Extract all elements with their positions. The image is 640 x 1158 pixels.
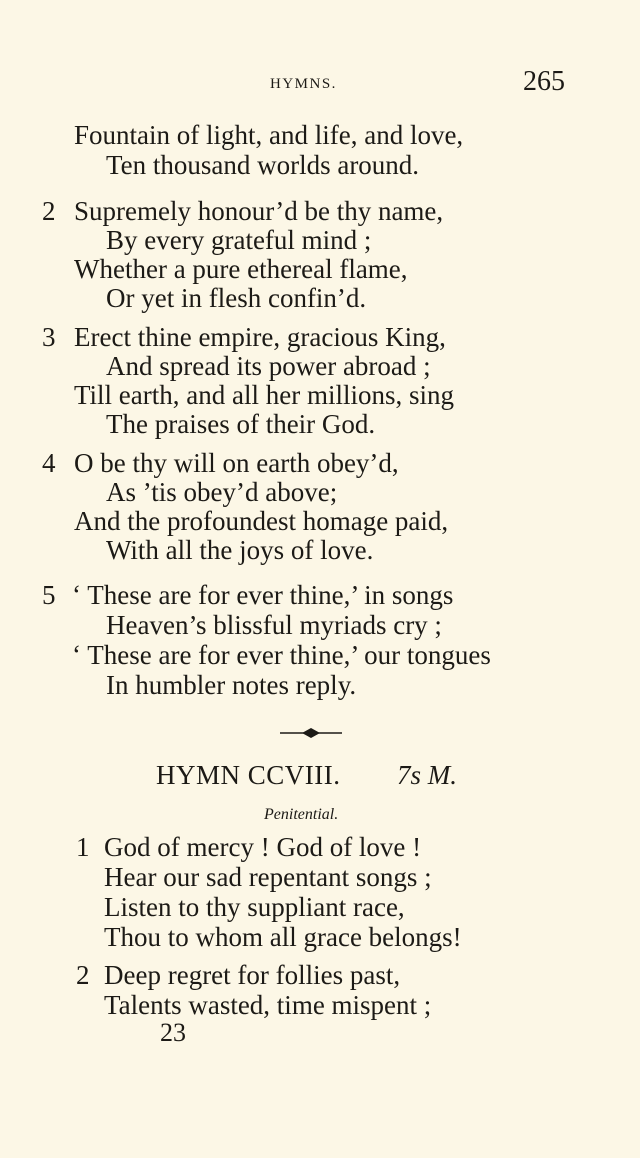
stanza-number: 2 bbox=[76, 960, 90, 990]
ornament-divider bbox=[280, 726, 342, 740]
verse-line: Thou to whom all grace belongs! bbox=[104, 922, 462, 952]
verse-line: With all the joys of love. bbox=[106, 535, 374, 565]
hymn-meter: 7s M. bbox=[397, 760, 457, 790]
verse-line: By every grateful mind ; bbox=[106, 225, 372, 255]
verse-line: Supremely honour’d be thy name, bbox=[74, 196, 444, 226]
verse-line: Deep regret for follies past, bbox=[104, 960, 401, 990]
stanza-number: 5 bbox=[42, 580, 56, 610]
verse-line: Whether a pure ethereal flame, bbox=[74, 254, 408, 284]
running-head: HYMNS. bbox=[270, 76, 337, 92]
verse-line: And spread its power abroad ; bbox=[106, 351, 431, 381]
stanza-number: 1 bbox=[76, 832, 90, 862]
stanza-number: 3 bbox=[42, 322, 56, 352]
hymn-subtitle: Penitential. bbox=[264, 806, 339, 823]
verse-line: Heaven’s blissful myriads cry ; bbox=[106, 610, 442, 640]
hymn-title: HYMN CCVIII. bbox=[156, 760, 341, 790]
page-number: 265 bbox=[523, 66, 565, 97]
verse-line: The praises of their God. bbox=[106, 409, 376, 439]
verse-line: O be thy will on earth obey’d, bbox=[74, 448, 399, 478]
verse-line: Fountain of light, and life, and love, bbox=[74, 120, 464, 150]
verse-line: Erect thine empire, gracious King, bbox=[74, 322, 446, 352]
verse-line: In humbler notes reply. bbox=[106, 670, 357, 700]
verse-line: Ten thousand worlds around. bbox=[106, 150, 420, 180]
stanza-number: 4 bbox=[42, 448, 56, 478]
verse-line: Talents wasted, time mispent ; bbox=[104, 990, 432, 1020]
verse-line: ‘ These are for ever thine,’ in songs bbox=[72, 580, 454, 610]
stanza-number: 2 bbox=[42, 196, 56, 226]
signature-mark: 23 bbox=[160, 1018, 186, 1047]
verse-line: Or yet in flesh confin’d. bbox=[106, 283, 367, 313]
verse-line: ‘ These are for ever thine,’ our tongues bbox=[72, 640, 491, 670]
verse-line: God of mercy ! God of love ! bbox=[104, 832, 422, 862]
verse-line: Hear our sad repentant songs ; bbox=[104, 862, 432, 892]
verse-line: Till earth, and all her millions, sing bbox=[74, 380, 454, 410]
verse-line: Listen to thy suppliant race, bbox=[104, 892, 405, 922]
verse-line: And the profoundest homage paid, bbox=[74, 506, 449, 536]
verse-line: As ’tis obey’d above; bbox=[106, 477, 338, 507]
